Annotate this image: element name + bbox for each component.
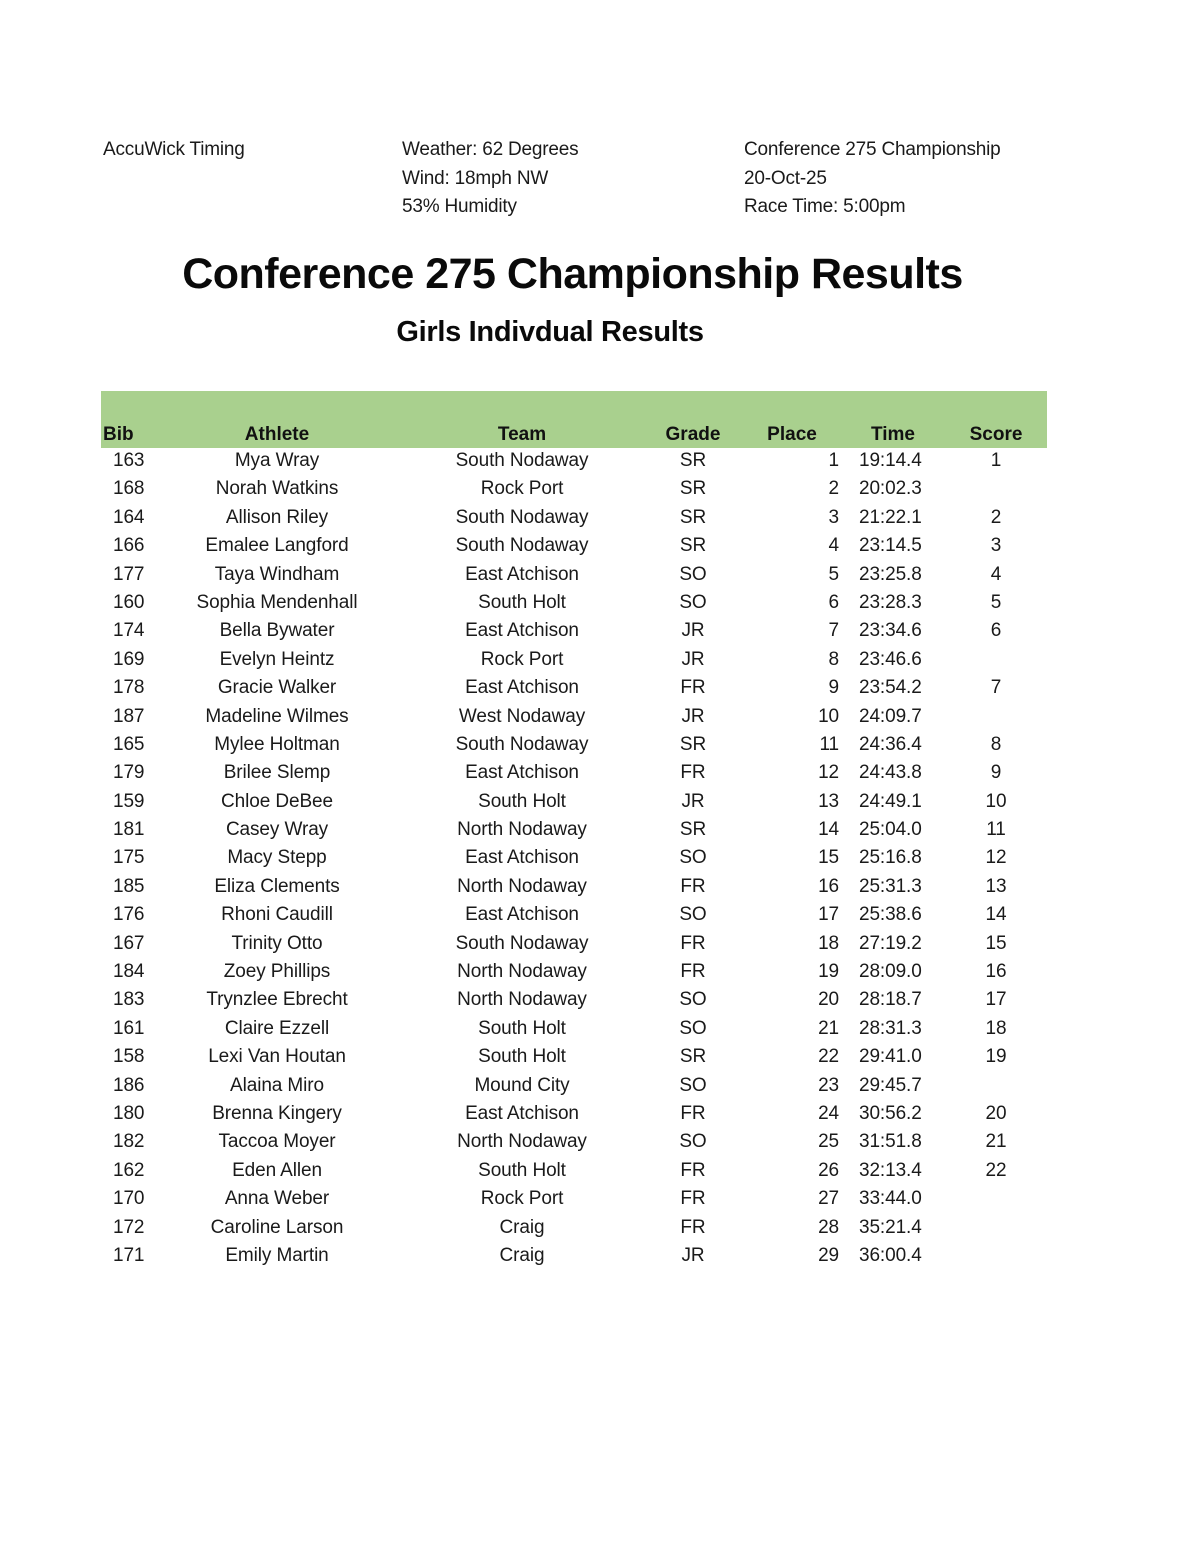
athlete-cell: Anna Weber bbox=[224, 1188, 330, 1210]
bib-cell: 181 bbox=[113, 819, 145, 841]
table-row bbox=[101, 675, 1047, 703]
score-cell: 16 bbox=[985, 961, 1007, 983]
time-cell: 30:56.2 bbox=[859, 1102, 922, 1124]
athlete-cell: Eliza Clements bbox=[214, 875, 340, 897]
place-cell: 8 bbox=[828, 648, 839, 670]
grade-cell: JR bbox=[681, 1244, 705, 1266]
athlete-cell: Emalee Langford bbox=[205, 535, 349, 557]
place-cell: 22 bbox=[818, 1046, 839, 1068]
athlete-cell: Mylee Holtman bbox=[214, 733, 340, 755]
athlete-cell: Mya Wray bbox=[234, 450, 320, 471]
athlete-cell: Madeline Wilmes bbox=[205, 705, 349, 727]
team-cell: North Nodaway bbox=[457, 961, 587, 983]
team-cell: North Nodaway bbox=[457, 819, 587, 841]
table-row bbox=[101, 987, 1047, 1015]
grade-cell: SR bbox=[679, 733, 707, 755]
bib-cell: 161 bbox=[113, 1017, 145, 1039]
bib-cell: 180 bbox=[113, 1102, 145, 1124]
bib-cell: 176 bbox=[113, 904, 145, 926]
time-cell: 35:21.4 bbox=[859, 1216, 922, 1238]
bib-cell: 182 bbox=[113, 1131, 145, 1153]
athlete-cell: Norah Watkins bbox=[215, 478, 339, 500]
column-header-bib: Bib bbox=[103, 424, 134, 445]
bib-cell: 163 bbox=[113, 450, 145, 471]
bib-cell: 183 bbox=[113, 989, 145, 1011]
event-info bbox=[744, 136, 1001, 222]
team-cell: South Holt bbox=[478, 591, 566, 613]
time-cell: 28:18.7 bbox=[859, 989, 922, 1011]
place-cell: 28 bbox=[818, 1216, 839, 1238]
table-row bbox=[101, 789, 1047, 817]
time-cell: 28:31.3 bbox=[859, 1017, 922, 1039]
grade-cell: FR bbox=[680, 762, 706, 784]
time-cell: 25:04.0 bbox=[859, 819, 922, 841]
team-cell: North Nodaway bbox=[457, 875, 587, 897]
bib-cell: 171 bbox=[113, 1244, 145, 1266]
score-cell: 7 bbox=[990, 677, 1002, 699]
timing-company bbox=[103, 136, 245, 165]
grade-cell: SO bbox=[679, 847, 707, 869]
score-cell: 2 bbox=[990, 506, 1002, 528]
athlete-cell: Lexi Van Houtan bbox=[208, 1046, 346, 1068]
page-title: Conference 275 Championship Results bbox=[182, 250, 963, 298]
bib-cell: 187 bbox=[113, 705, 145, 727]
grade-cell: FR bbox=[680, 677, 706, 699]
athlete-cell: Trinity Otto bbox=[231, 932, 323, 954]
team-cell: East Atchison bbox=[465, 762, 579, 784]
place-cell: 15 bbox=[818, 847, 839, 869]
bib-cell: 184 bbox=[113, 961, 145, 983]
grade-cell: FR bbox=[680, 875, 706, 897]
time-cell: 24:36.4 bbox=[859, 733, 922, 755]
place-cell: 21 bbox=[818, 1017, 839, 1039]
place-cell: 2 bbox=[828, 478, 839, 500]
place-cell: 17 bbox=[818, 904, 839, 926]
athlete-cell: Gracie Walker bbox=[217, 677, 337, 699]
grade-cell: JR bbox=[681, 648, 705, 670]
score-cell: 13 bbox=[985, 875, 1007, 897]
team-cell: East Atchison bbox=[465, 904, 579, 926]
grade-cell: FR bbox=[680, 1188, 706, 1210]
table-row bbox=[101, 562, 1047, 590]
time-cell: 27:19.2 bbox=[859, 932, 922, 954]
weather-wind: Wind: 18mph NW bbox=[402, 167, 549, 189]
table-row bbox=[101, 1186, 1047, 1214]
score-cell: 5 bbox=[990, 591, 1002, 613]
event-race-time: Race Time: 5:00pm bbox=[744, 196, 906, 218]
team-cell: North Nodaway bbox=[457, 989, 587, 1011]
athlete-cell: Casey Wray bbox=[225, 819, 329, 841]
time-cell: 23:28.3 bbox=[859, 591, 922, 613]
time-cell: 33:44.0 bbox=[859, 1188, 922, 1210]
place-cell: 10 bbox=[818, 705, 839, 727]
team-cell: West Nodaway bbox=[458, 705, 586, 727]
grade-cell: FR bbox=[680, 1102, 706, 1124]
team-cell: North Nodaway bbox=[457, 1131, 587, 1153]
table-row bbox=[101, 1215, 1047, 1243]
time-cell: 36:00.4 bbox=[859, 1244, 922, 1266]
score-cell: 8 bbox=[990, 733, 1002, 755]
time-cell: 28:09.0 bbox=[859, 961, 922, 983]
athlete-cell: Macy Stepp bbox=[227, 847, 327, 869]
team-cell: Rock Port bbox=[480, 478, 564, 500]
score-cell: 12 bbox=[985, 847, 1007, 869]
bib-cell: 179 bbox=[113, 762, 145, 784]
bib-cell: 175 bbox=[113, 847, 145, 869]
timing-company-name: AccuWick Timing bbox=[103, 139, 245, 160]
athlete-cell: Trynzlee Ebrecht bbox=[206, 989, 348, 1011]
place-cell: 6 bbox=[828, 591, 839, 613]
athlete-cell: Taccoa Moyer bbox=[218, 1131, 336, 1153]
place-cell: 5 bbox=[828, 563, 839, 585]
table-row bbox=[101, 704, 1047, 732]
grade-cell: SO bbox=[679, 591, 707, 613]
team-cell: South Nodaway bbox=[455, 932, 589, 954]
time-cell: 19:14.4 bbox=[859, 450, 922, 471]
bib-cell: 172 bbox=[113, 1216, 145, 1238]
place-cell: 16 bbox=[818, 875, 839, 897]
grade-cell: FR bbox=[680, 1159, 706, 1181]
time-cell: 25:31.3 bbox=[859, 875, 922, 897]
grade-cell: FR bbox=[680, 1216, 706, 1238]
place-cell: 7 bbox=[828, 620, 839, 642]
team-cell: Rock Port bbox=[480, 1188, 564, 1210]
table-row bbox=[101, 533, 1047, 561]
table-row bbox=[101, 1129, 1047, 1157]
team-cell: South Holt bbox=[478, 790, 566, 812]
place-cell: 18 bbox=[818, 932, 839, 954]
place-cell: 23 bbox=[818, 1074, 839, 1096]
bib-cell: 178 bbox=[113, 677, 145, 699]
team-cell: East Atchison bbox=[465, 563, 579, 585]
table-row bbox=[101, 590, 1047, 618]
bib-cell: 159 bbox=[113, 790, 145, 812]
place-cell: 14 bbox=[818, 819, 839, 841]
grade-cell: FR bbox=[680, 932, 706, 954]
place-cell: 1 bbox=[828, 450, 839, 471]
grade-cell: SO bbox=[679, 1074, 707, 1096]
table-row bbox=[101, 1101, 1047, 1129]
athlete-cell: Sophia Mendenhall bbox=[196, 591, 358, 613]
table-row bbox=[101, 476, 1047, 504]
place-cell: 12 bbox=[818, 762, 839, 784]
table-row bbox=[101, 618, 1047, 646]
table-row bbox=[101, 448, 1047, 476]
athlete-cell: Evelyn Heintz bbox=[219, 648, 335, 670]
place-cell: 19 bbox=[818, 961, 839, 983]
place-cell: 29 bbox=[818, 1244, 839, 1266]
team-cell: East Atchison bbox=[465, 1102, 579, 1124]
score-cell: 20 bbox=[985, 1102, 1007, 1124]
table-header bbox=[101, 391, 1047, 448]
grade-cell: SR bbox=[679, 478, 707, 500]
bib-cell: 167 bbox=[113, 932, 145, 954]
score-cell: 3 bbox=[990, 535, 1002, 557]
athlete-cell: Alaina Miro bbox=[230, 1074, 324, 1096]
team-cell: South Nodaway bbox=[455, 450, 589, 471]
score-cell: 18 bbox=[985, 1017, 1007, 1039]
athlete-cell: Emily Martin bbox=[225, 1244, 329, 1266]
time-cell: 25:16.8 bbox=[859, 847, 922, 869]
athlete-cell: Zoey Phillips bbox=[223, 961, 331, 983]
score-cell: 17 bbox=[985, 989, 1007, 1011]
athlete-cell: Brenna Kingery bbox=[212, 1102, 342, 1124]
grade-cell: JR bbox=[681, 620, 705, 642]
table-row bbox=[101, 1158, 1047, 1186]
table-row bbox=[101, 931, 1047, 959]
grade-cell: JR bbox=[681, 790, 705, 812]
bib-cell: 177 bbox=[113, 563, 145, 585]
event-date: 20-Oct-25 bbox=[744, 167, 827, 189]
team-cell: Craig bbox=[499, 1216, 545, 1238]
grade-cell: SO bbox=[679, 563, 707, 585]
grade-cell: SR bbox=[679, 1046, 707, 1068]
place-cell: 24 bbox=[818, 1102, 839, 1124]
team-cell: South Holt bbox=[478, 1017, 566, 1039]
table-row bbox=[101, 902, 1047, 930]
team-cell: East Atchison bbox=[465, 847, 579, 869]
results-table bbox=[101, 391, 1047, 1271]
grade-cell: SR bbox=[679, 535, 707, 557]
grade-cell: SO bbox=[679, 1131, 707, 1153]
bib-cell: 174 bbox=[113, 620, 145, 642]
score-cell: 4 bbox=[990, 563, 1002, 585]
table-row bbox=[101, 874, 1047, 902]
athlete-cell: Allison Riley bbox=[225, 506, 329, 528]
athlete-cell: Brilee Slemp bbox=[223, 762, 331, 784]
bib-cell: 165 bbox=[113, 733, 145, 755]
column-header-athlete: Athlete bbox=[244, 424, 310, 445]
time-cell: 24:43.8 bbox=[859, 762, 922, 784]
time-cell: 32:13.4 bbox=[859, 1159, 922, 1181]
bib-cell: 169 bbox=[113, 648, 145, 670]
place-cell: 26 bbox=[818, 1159, 839, 1181]
team-cell: South Holt bbox=[478, 1159, 566, 1181]
time-cell: 23:14.5 bbox=[859, 535, 922, 557]
place-cell: 3 bbox=[828, 506, 839, 528]
time-cell: 20:02.3 bbox=[859, 478, 922, 500]
table-row bbox=[101, 732, 1047, 760]
time-cell: 29:45.7 bbox=[859, 1074, 922, 1096]
bib-cell: 185 bbox=[113, 875, 145, 897]
score-cell: 21 bbox=[985, 1131, 1007, 1153]
score-cell: 11 bbox=[986, 819, 1006, 841]
table-row bbox=[101, 845, 1047, 873]
time-cell: 23:25.8 bbox=[859, 563, 922, 585]
bib-cell: 166 bbox=[113, 535, 145, 557]
score-cell: 9 bbox=[990, 762, 1002, 784]
table-row bbox=[101, 1073, 1047, 1101]
weather-info bbox=[402, 136, 578, 222]
time-cell: 24:49.1 bbox=[859, 790, 922, 812]
time-cell: 23:54.2 bbox=[859, 677, 922, 699]
time-cell: 24:09.7 bbox=[859, 705, 922, 727]
page-subtitle: Girls Indivdual Results bbox=[396, 316, 704, 348]
weather-temperature: Weather: 62 Degrees bbox=[402, 139, 579, 160]
score-cell: 10 bbox=[985, 790, 1007, 812]
athlete-cell: Rhoni Caudill bbox=[221, 904, 333, 926]
team-cell: East Atchison bbox=[465, 620, 579, 642]
score-cell: 19 bbox=[985, 1046, 1007, 1068]
place-cell: 27 bbox=[818, 1188, 839, 1210]
place-cell: 13 bbox=[818, 790, 839, 812]
time-cell: 23:34.6 bbox=[859, 620, 922, 642]
bib-cell: 170 bbox=[113, 1188, 145, 1210]
grade-cell: FR bbox=[680, 961, 706, 983]
athlete-cell: Chloe DeBee bbox=[221, 790, 333, 812]
time-cell: 25:38.6 bbox=[859, 904, 922, 926]
score-cell: 14 bbox=[985, 904, 1007, 926]
column-header-team: Team bbox=[497, 424, 547, 445]
column-header-grade: Grade bbox=[665, 424, 721, 445]
place-cell: 25 bbox=[818, 1131, 839, 1153]
table-row bbox=[101, 1044, 1047, 1072]
table-row bbox=[101, 505, 1047, 533]
bib-cell: 160 bbox=[113, 591, 145, 613]
score-cell: 22 bbox=[985, 1159, 1007, 1181]
place-cell: 4 bbox=[828, 535, 839, 557]
weather-humidity: 53% Humidity bbox=[402, 196, 517, 218]
time-cell: 31:51.8 bbox=[859, 1131, 922, 1153]
team-cell: South Nodaway bbox=[455, 733, 589, 755]
table-row bbox=[101, 959, 1047, 987]
athlete-cell: Claire Ezzell bbox=[224, 1017, 330, 1039]
place-cell: 11 bbox=[819, 733, 839, 755]
bib-cell: 164 bbox=[113, 506, 145, 528]
athlete-cell: Eden Allen bbox=[232, 1159, 322, 1181]
team-cell: Rock Port bbox=[480, 648, 564, 670]
table-body bbox=[101, 448, 1047, 1271]
column-header-place: Place bbox=[767, 424, 817, 445]
score-cell: 1 bbox=[990, 450, 1002, 471]
place-cell: 20 bbox=[818, 989, 839, 1011]
table-row bbox=[101, 1016, 1047, 1044]
grade-cell: SO bbox=[679, 1017, 707, 1039]
table-row bbox=[101, 817, 1047, 845]
place-cell: 9 bbox=[828, 677, 839, 699]
table-row bbox=[101, 1243, 1047, 1271]
team-cell: South Holt bbox=[478, 1046, 566, 1068]
column-header-time: Time bbox=[870, 424, 915, 445]
column-header-score: Score bbox=[969, 424, 1023, 445]
time-cell: 23:46.6 bbox=[859, 648, 922, 670]
table-row bbox=[101, 647, 1047, 675]
bib-cell: 186 bbox=[113, 1074, 145, 1096]
team-cell: South Nodaway bbox=[455, 535, 589, 557]
grade-cell: JR bbox=[681, 705, 705, 727]
grade-cell: SR bbox=[679, 450, 707, 471]
team-cell: Mound City bbox=[474, 1074, 570, 1096]
team-cell: East Atchison bbox=[465, 677, 579, 699]
athlete-cell: Bella Bywater bbox=[219, 620, 335, 642]
score-cell: 6 bbox=[990, 620, 1002, 642]
grade-cell: SO bbox=[679, 989, 707, 1011]
grade-cell: SR bbox=[679, 819, 707, 841]
team-cell: South Nodaway bbox=[455, 506, 589, 528]
athlete-cell: Caroline Larson bbox=[210, 1216, 344, 1238]
bib-cell: 162 bbox=[113, 1159, 145, 1181]
bib-cell: 168 bbox=[113, 478, 145, 500]
team-cell: Craig bbox=[499, 1244, 545, 1266]
time-cell: 29:41.0 bbox=[859, 1046, 922, 1068]
athlete-cell: Taya Windham bbox=[214, 563, 340, 585]
time-cell: 21:22.1 bbox=[859, 506, 922, 528]
score-cell: 15 bbox=[985, 932, 1007, 954]
grade-cell: SR bbox=[679, 506, 707, 528]
bib-cell: 158 bbox=[113, 1046, 145, 1068]
grade-cell: SO bbox=[679, 904, 707, 926]
event-name: Conference 275 Championship bbox=[744, 139, 1001, 160]
table-row bbox=[101, 760, 1047, 788]
